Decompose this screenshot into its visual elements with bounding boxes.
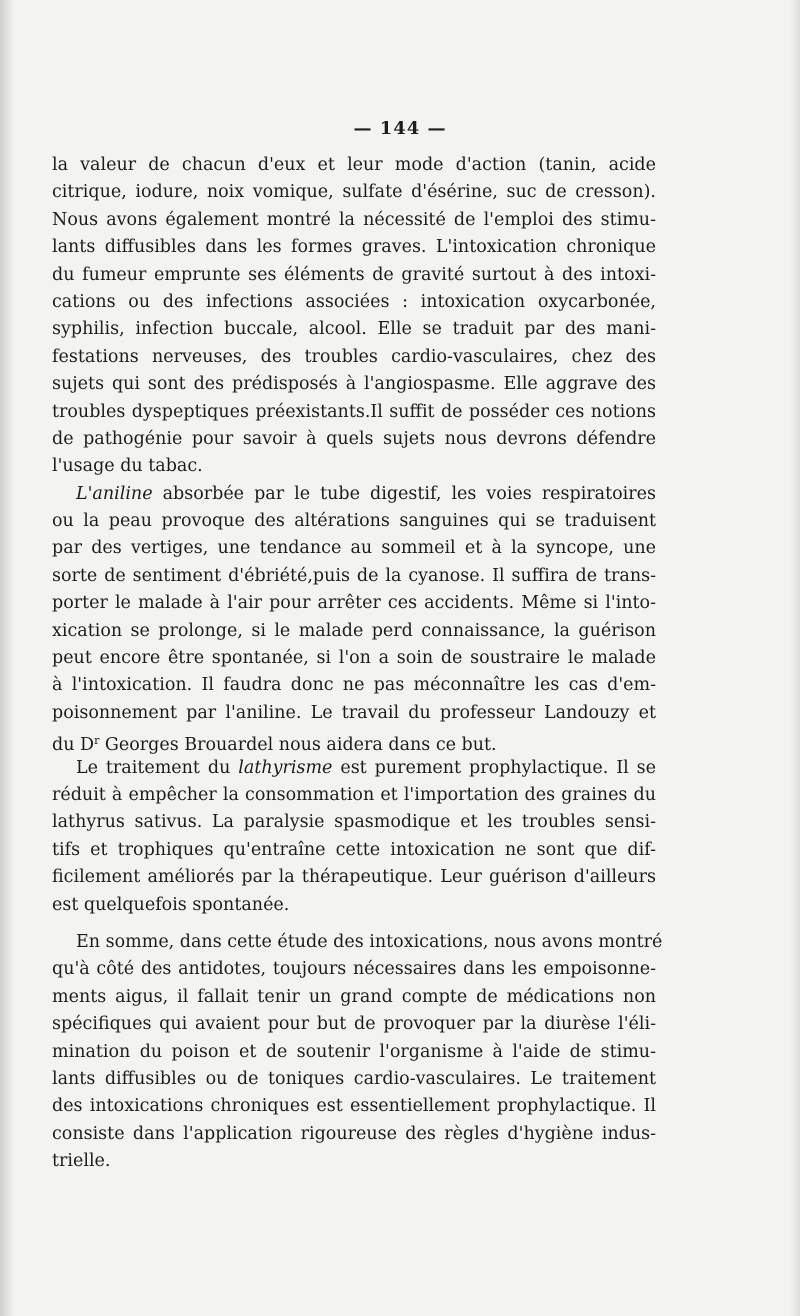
text-line: ficilement améliorés par la thérapeutique. Leur guérison d'ailleurs [52, 867, 656, 888]
text-line: ou la peau provoque des altérations sanguines qui se traduisent [52, 511, 656, 532]
text-line: troubles dyspeptiques préexistants.Il suffit de posséder ces notions [52, 401, 656, 422]
text-line: l'usage du tabac. [52, 456, 203, 477]
text-line: la valeur de chacun d'eux et leur mode d'action (tanin, acide [52, 155, 656, 175]
text-line: porter le malade à l'air pour arrêter ces accidents. Même si l'into- [52, 593, 656, 614]
text-line: tifs et trophiques qu'entraîne cette intoxication ne sont que dif- [52, 839, 656, 860]
text-line: Nous avons également montré la nécessité de l'emploi des stimu- [52, 209, 656, 230]
text-line: syphilis, infection buccale, alcool. Elle se traduit par des mani- [52, 319, 656, 340]
text-fragment: Le traitement du [76, 757, 239, 778]
text-line: réduit à empêcher la consommation et l'importation des graines du [52, 784, 656, 805]
text-line: trielle. [52, 1151, 111, 1172]
term-lathyrisme: lathyrisme [238, 757, 333, 778]
text-line: mination du poison et de soutenir l'organisme à l'aide de stimu- [52, 1041, 656, 1062]
text-line: xication se prolonge, si le malade perd connaissance, la guérison [52, 620, 656, 641]
text-body [52, 152, 663, 1175]
text-line: est quelquefois spontanée. [52, 894, 290, 915]
text-line: spécifiques qui avaient pour but de provoquer par la diurèse l'éli- [52, 1014, 656, 1035]
text-fragment: est purement prophylactique. Il se [332, 757, 657, 778]
text-line: peut encore être spontanée, si l'on a soin de soustraire le malade [52, 648, 656, 669]
text-line: citrique, iodure, noix vomique, sulfate d'ésérine, suc de cresson). [52, 182, 656, 203]
text-line: sorte de sentiment d'ébriété,puis de la cyanose. Il suffira de trans- [52, 565, 656, 586]
text-line: festations nerveuses, des troubles cardio-vasculaires, chez des [52, 346, 656, 367]
text-fragment: Georges Brouardel nous aidera dans ce but. [99, 735, 497, 756]
paragraph-gap [52, 919, 656, 929]
page-edge-shadow-right [790, 0, 800, 1316]
text-line: lants diffusibles dans les formes graves. L'intoxication chronique [52, 237, 656, 258]
superscript: r [94, 734, 100, 748]
term-aniline: L'aniline [76, 483, 153, 504]
page-number: — 144 — [353, 118, 447, 139]
text-fragment: absorbée par le tube digestif, les voies respiratoires [152, 483, 656, 504]
text-line: qu'à côté des antidotes, toujours nécessaires dans les empoisonne- [52, 959, 656, 980]
text-line: du fumeur emprunte ses éléments de gravité surtout à des intoxi- [52, 264, 656, 285]
text-line: sujets qui sont des prédisposés à l'angiospasme. Elle aggrave des [52, 374, 656, 395]
text-line: des intoxications chroniques est essentiellement prophylactique. Il [52, 1096, 656, 1117]
text-line: lathyrus sativus. La paralysie spasmodique et les troubles sensi- [52, 812, 656, 833]
text-line: ments aigus, il fallait tenir un grand compte de médications non [52, 986, 656, 1007]
text-line: par des vertiges, une tendance au sommeil et à la syncope, une [52, 538, 656, 559]
paragraph-aniline-first-line [52, 481, 656, 508]
text-line: à l'intoxication. Il faudra donc ne pas méconnaître les cas d'em- [52, 675, 656, 696]
text-line: cations ou des infections associées : intoxication oxycarbonée, [52, 291, 656, 312]
text-line: poisonnement par l'aniline. Le travail du professeur Landouzy et [52, 702, 656, 723]
paragraph-lathyrisme-first-line [52, 755, 656, 782]
paragraph-aniline-last-line [52, 727, 656, 754]
page-edge-shadow-left [0, 0, 14, 1316]
text-line: de pathogénie pour savoir à quels sujets nous devrons défendre [52, 428, 656, 449]
text-line: En somme, dans cette étude des intoxications, nous avons montré [76, 931, 663, 952]
text-fragment: du D [52, 735, 95, 756]
text-line: consiste dans l'application rigoureuse des règles d'hygiène indus- [52, 1123, 656, 1144]
text-line: lants diffusibles ou de toniques cardio-vasculaires. Le traitement [52, 1068, 656, 1089]
